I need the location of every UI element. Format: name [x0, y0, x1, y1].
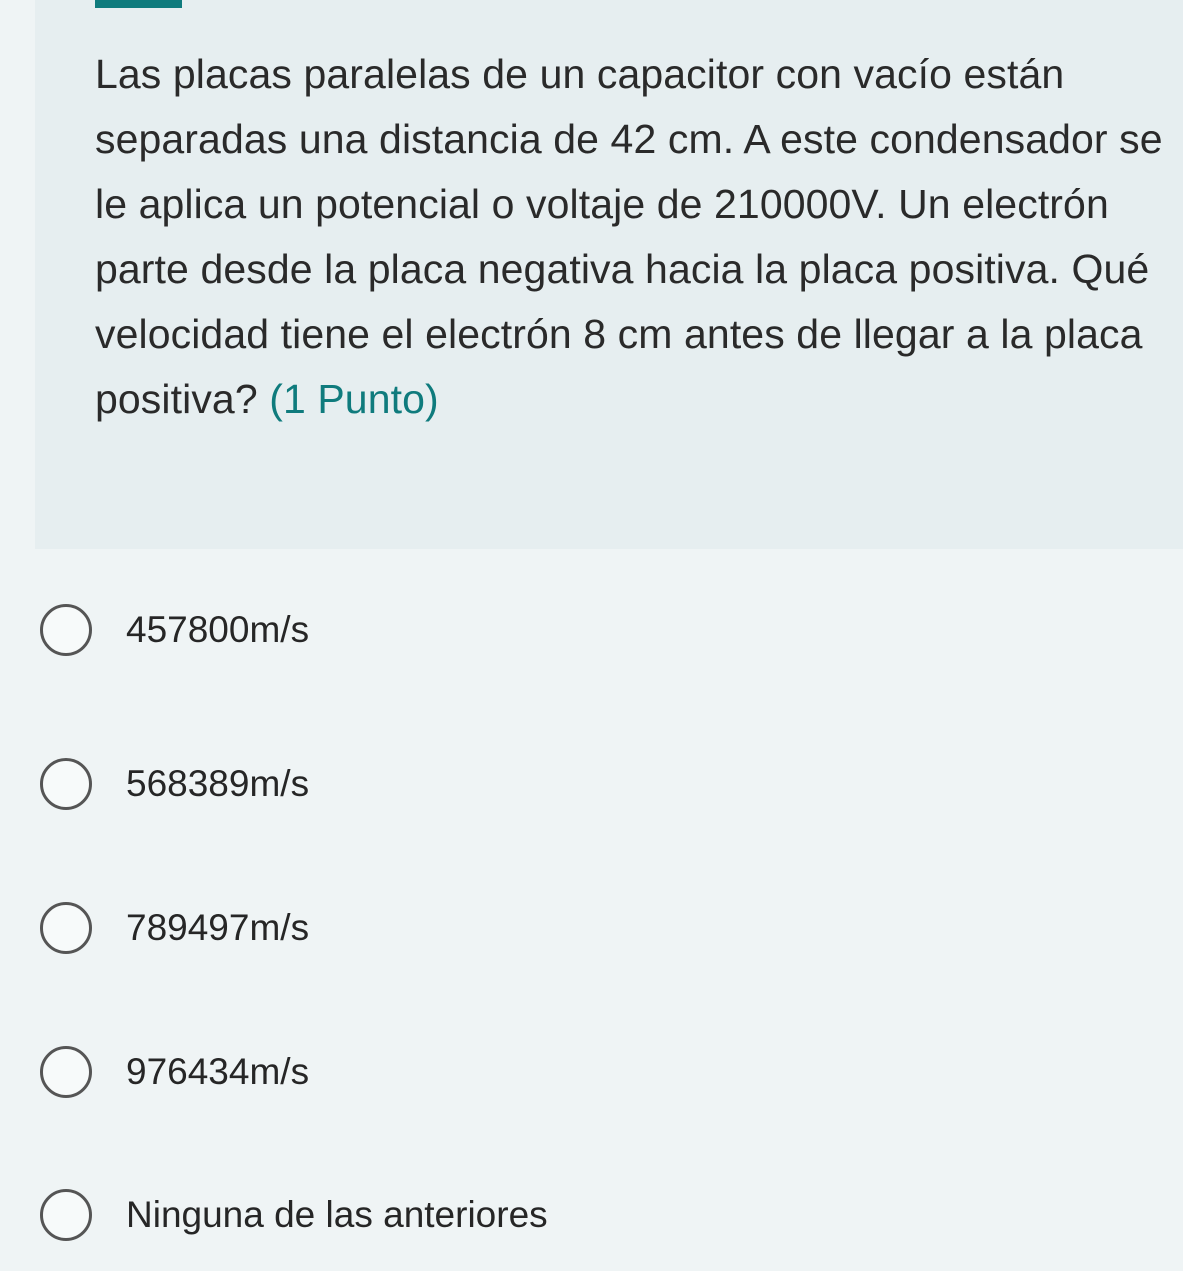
option-4[interactable] [40, 1036, 740, 1108]
option-label: 789497m/s [126, 907, 310, 948]
radio-button[interactable] [40, 1189, 92, 1241]
radio-button[interactable] [40, 758, 92, 810]
option-5[interactable] [40, 1179, 740, 1251]
option-label: 457800m/s [126, 609, 310, 650]
option-1[interactable] [40, 594, 740, 666]
radio-button[interactable] [40, 604, 92, 656]
option-label: 976434m/s [126, 1051, 310, 1092]
option-label: 568389m/s [126, 763, 310, 804]
question-text [95, 42, 1165, 432]
option-3[interactable] [40, 892, 740, 964]
radio-button[interactable] [40, 1046, 92, 1098]
question-body: Las placas paralelas de un capacitor con vacío están separadas una distancia de 42 cm. A este condensador se le aplica un potencial o voltaje de 210000V. Un electrón parte desde la placa negativa hacia la placa positiva. Qué velocidad tiene el electrón 8 cm antes de llegar a la placa positiva? [95, 51, 1163, 422]
option-label: Ninguna de las anteriores [126, 1194, 548, 1235]
question-points: (1 Punto) [269, 376, 439, 422]
accent-bar [95, 0, 182, 8]
radio-button[interactable] [40, 902, 92, 954]
option-2[interactable] [40, 748, 740, 820]
